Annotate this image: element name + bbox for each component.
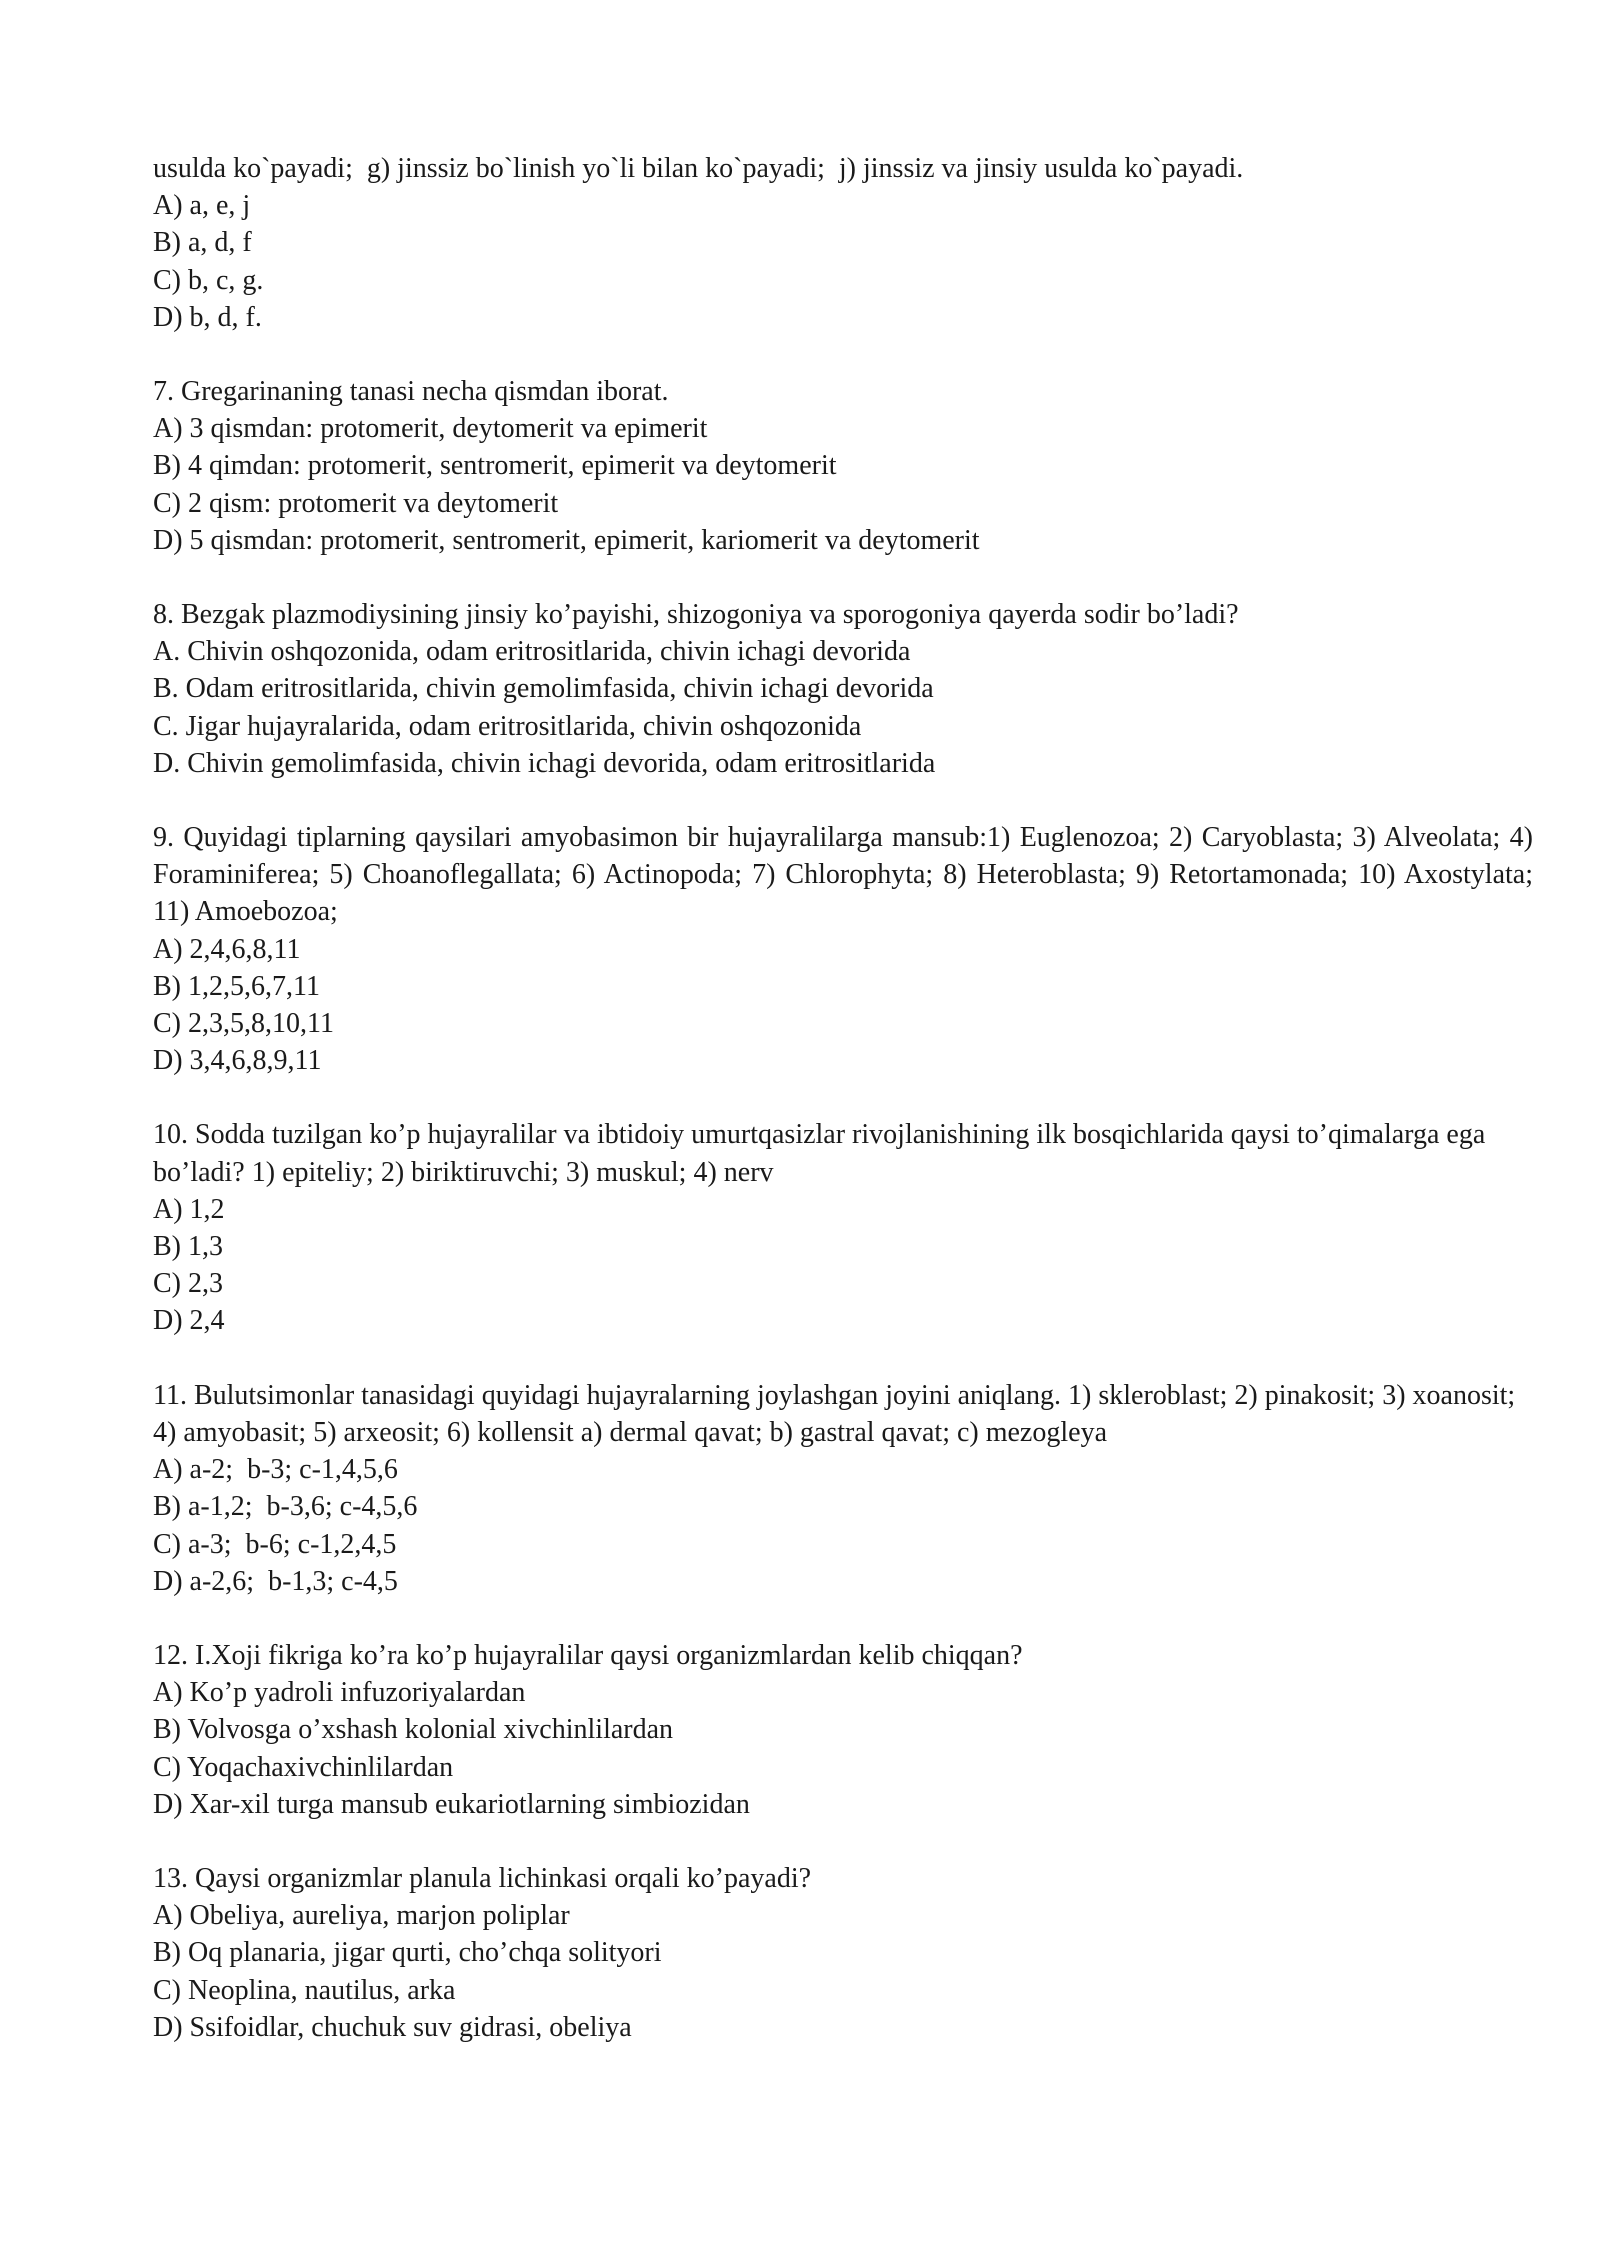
answer-option: D. Chivin gemolimfasida, chivin ichagi devorida, odam eritrositlarida — [153, 747, 936, 779]
answer-option: A. Chivin oshqozonida, odam eritrositlarida, chivin ichagi devorida — [153, 636, 911, 668]
answer-option: B) Oq planaria, jigar qurti, cho’chqa solityori — [153, 1937, 662, 1969]
answer-option: D) Ssifoidlar, chuchuk suv gidrasi, obeliya — [153, 2011, 632, 2043]
answer-option: D) b, d, f. — [153, 301, 262, 333]
answer-option: C) a-3; b-6; c-1,2,4,5 — [153, 1528, 397, 1560]
answer-option: B. Odam eritrositlarida, chivin gemolimfasida, chivin ichagi devorida — [153, 673, 934, 705]
question-12 — [153, 1637, 1533, 1823]
answer-option: C) b, c, g. — [153, 264, 264, 296]
answer-option: B) Volvosga o’xshash kolonial xivchinlilardan — [153, 1714, 674, 1746]
question-text: usulda ko`payadi; g) jinssiz bo`linish yo`li bilan ko`payadi; j) jinssiz va jinsiy usulda ko`payadi. — [153, 153, 1244, 184]
answer-option: C) 2,3,5,8,10,11 — [153, 1008, 334, 1040]
question-text: 7. Gregarinaning tanasi necha qismdan iborat. — [153, 376, 669, 408]
question-11 — [153, 1377, 1533, 1600]
question-text: 11. Bulutsimonlar tanasidagi quyidagi hujayralarning joylashgan joyini aniqlang. 1) skleroblast; 2) pinakosit; 3) xoanosit; 4) amyobasit; 5) arxeosit; 6) kollensit a) dermal qavat; b) gastral qavat; c) mezogleya — [153, 1379, 1516, 1448]
answer-option: C) Yoqachaxivchinlilardan — [153, 1751, 454, 1783]
question-text: 13. Qaysi organizmlar planula lichinkasi orqali ko’payadi? — [153, 1862, 812, 1894]
answer-option: D) 3,4,6,8,9,11 — [153, 1045, 322, 1077]
answer-option: C) 2 qism: protomerit va deytomerit — [153, 487, 559, 519]
answer-option: C) 2,3 — [153, 1268, 223, 1300]
answer-option: B) a, d, f — [153, 227, 252, 259]
answer-option: D) 2,4 — [153, 1305, 225, 1337]
question-text: 8. Bezgak plazmodiysining jinsiy ko’payishi, shizogoniya va sporogoniya qayerda sodir bo’ladi? — [153, 599, 1239, 631]
question-7 — [153, 373, 1533, 559]
answer-option: D) 5 qismdan: protomerit, sentromerit, epimerit, kariomerit va deytomerit — [153, 524, 980, 556]
question-9 — [153, 819, 1533, 1079]
answer-option: C) Neoplina, nautilus, arka — [153, 1974, 456, 2006]
answer-option: A) 1,2 — [153, 1193, 225, 1225]
answer-option: D) a-2,6; b-1,3; c-4,5 — [153, 1565, 398, 1597]
answer-option: A) a, e, j — [153, 190, 251, 222]
answer-option: B) 4 qimdan: protomerit, sentromerit, epimerit va deytomerit — [153, 450, 837, 482]
answer-option: D) Xar-xil turga mansub eukariotlarning simbiozidan — [153, 1788, 750, 1820]
answer-option: A) a-2; b-3; c-1,4,5,6 — [153, 1454, 398, 1486]
question-10 — [153, 1116, 1533, 1339]
question-6-continuation — [153, 150, 1533, 336]
answer-option: B) a-1,2; b-3,6; c-4,5,6 — [153, 1491, 418, 1523]
answer-option: B) 1,3 — [153, 1231, 223, 1263]
question-text: 12. I.Xoji fikriga ko’ra ko’p hujayralilar qaysi organizmlardan kelib chiqqan? — [153, 1639, 1023, 1671]
answer-option: A) 3 qismdan: protomerit, deytomerit va epimerit — [153, 413, 708, 445]
question-8 — [153, 596, 1533, 782]
answer-option: A) 2,4,6,8,11 — [153, 933, 301, 965]
question-13 — [153, 1860, 1533, 2046]
answer-option: C. Jigar hujayralarida, odam eritrositlarida, chivin oshqozonida — [153, 710, 862, 742]
question-text: 9. Quyidagi tiplarning qaysilari amyobasimon bir hujayralilarga mansub:1) Euglenozoa; 2) Caryoblasta; 3) Alveolata; 4) Foraminiferea; 5) Choanoflegallata; 6) Actinopoda; 7) Chlorophyta; 8) Heteroblasta; 9) Retortamonada; 10) Axostylata; 11) Amoebozoa; — [153, 822, 1533, 928]
document-page — [153, 150, 1533, 2046]
answer-option: A) Ko’p yadroli infuzoriyalardan — [153, 1677, 526, 1709]
answer-option: A) Obeliya, aureliya, marjon poliplar — [153, 1900, 570, 1932]
answer-option: B) 1,2,5,6,7,11 — [153, 970, 320, 1002]
question-text: 10. Sodda tuzilgan ko’p hujayralilar va ibtidoiy umurtqasizlar rivojlanishining ilk bosqichlarida qaysi to’qimalarga ega bo’ladi? 1) epiteliy; 2) biriktiruvchi; 3) muskul; 4) nerv — [153, 1119, 1486, 1188]
